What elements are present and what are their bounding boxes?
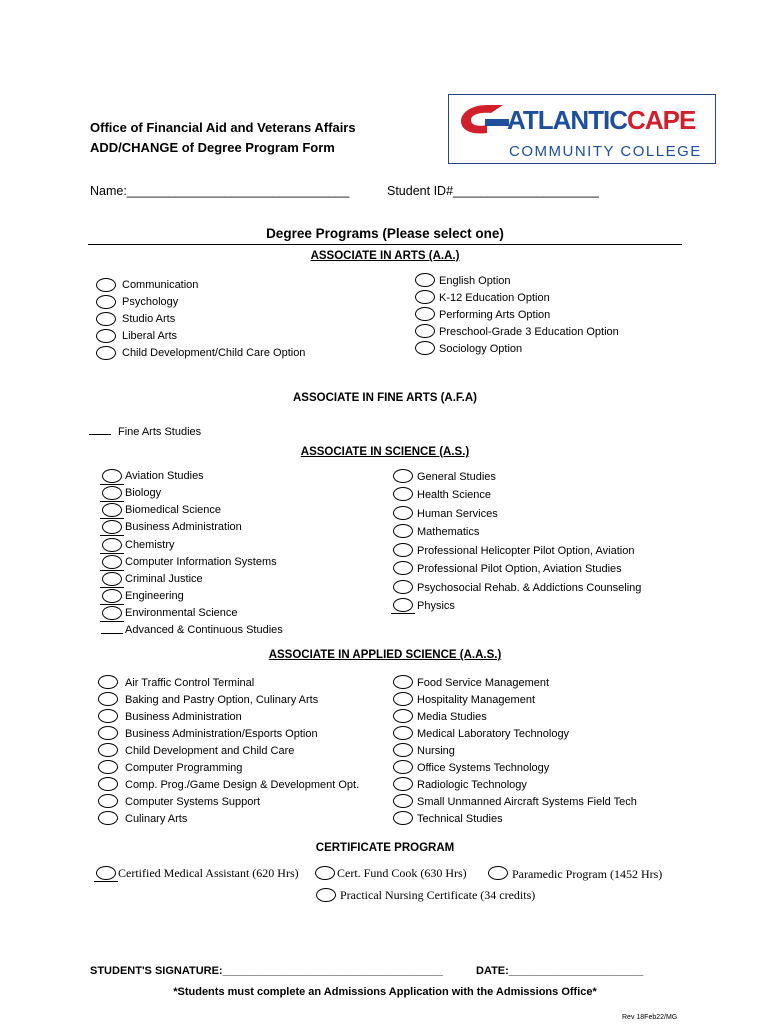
list-item: Environmental Science xyxy=(125,607,238,619)
checkbox-physics[interactable] xyxy=(393,598,413,612)
checkbox-mathematics[interactable] xyxy=(393,524,413,538)
checkbox-k12[interactable] xyxy=(415,290,435,304)
checkbox-english[interactable] xyxy=(415,273,435,287)
office-title: Office of Financial Aid and Veterans Affairs xyxy=(90,120,356,135)
checkbox-child-development[interactable] xyxy=(96,346,116,360)
aas-heading: ASSOCIATE IN APPLIED SCIENCE (A.A.S.) xyxy=(268,649,502,661)
logo-subtitle: COMMUNITY COLLEGE xyxy=(509,143,702,160)
list-item: Criminal Justice xyxy=(125,573,203,585)
as-heading: ASSOCIATE IN SCIENCE (A.S.) xyxy=(300,446,470,458)
cert-heading: CERTIFICATE PROGRAM xyxy=(315,842,455,854)
checkbox-preschool[interactable] xyxy=(415,324,435,338)
list-item: Computer Systems Support xyxy=(125,796,261,808)
list-item: Communication xyxy=(122,279,199,291)
checkbox-unmanned-aircraft[interactable] xyxy=(393,794,413,808)
checkbox-technical-studies[interactable] xyxy=(393,811,413,825)
title-divider xyxy=(88,244,682,245)
list-item: Hospitality Management xyxy=(417,694,536,706)
checkbox-advanced-studies[interactable] xyxy=(101,633,123,634)
checkbox-game-design[interactable] xyxy=(98,777,118,791)
checkbox-aas-business[interactable] xyxy=(98,709,118,723)
list-item: Psychology xyxy=(122,296,179,308)
checkbox-baking[interactable] xyxy=(98,692,118,706)
checkbox-esports[interactable] xyxy=(98,726,118,740)
checkbox-nursing[interactable] xyxy=(393,743,413,757)
checkbox-hospitality[interactable] xyxy=(393,692,413,706)
checkbox-biomedical[interactable] xyxy=(102,503,122,517)
list-item: Professional Pilot Option, Aviation Studies xyxy=(417,563,622,575)
list-item: Biology xyxy=(125,487,162,499)
list-item: English Option xyxy=(439,275,511,287)
checkbox-studio-arts[interactable] xyxy=(96,312,116,326)
list-item: Professional Helicopter Pilot Option, Aviation xyxy=(417,545,635,557)
list-item: Biomedical Science xyxy=(125,504,221,516)
checkbox-cis[interactable] xyxy=(102,555,122,569)
list-item: Advanced & Continuous Studies xyxy=(125,624,283,636)
afa-heading: ASSOCIATE IN FINE ARTS (A.F.A) xyxy=(293,392,477,404)
list-item: Business Administration xyxy=(125,521,242,533)
checkbox-environmental[interactable] xyxy=(102,606,122,620)
checkbox-psychology[interactable] xyxy=(96,295,116,309)
list-item: Practical Nursing Certificate (34 credits) xyxy=(340,888,536,902)
page-title: Degree Programs (Please select one) xyxy=(266,226,504,241)
list-item: Small Unmanned Aircraft Systems Field Tech xyxy=(417,796,637,808)
checkbox-radiologic[interactable] xyxy=(393,777,413,791)
list-item: Child Development/Child Care Option xyxy=(122,347,306,359)
checkbox-food-service[interactable] xyxy=(393,675,413,689)
list-item: Cert. Fund Cook (630 Hrs) xyxy=(337,866,467,880)
list-item: Food Service Management xyxy=(417,677,550,689)
list-item: Medical Laboratory Technology xyxy=(417,728,570,740)
admissions-note: *Students must complete an Admissions Application with the Admissions Office* xyxy=(173,986,597,998)
checkbox-computer-programming[interactable] xyxy=(98,760,118,774)
checkbox-medical-assistant[interactable] xyxy=(96,866,116,880)
list-item: Human Services xyxy=(417,508,498,520)
checkbox-aviation[interactable] xyxy=(102,469,122,483)
checkbox-med-lab[interactable] xyxy=(393,726,413,740)
checkbox-office-systems[interactable] xyxy=(393,760,413,774)
list-item: Business Administration xyxy=(125,711,242,723)
list-item: Chemistry xyxy=(125,539,175,551)
list-item: Mathematics xyxy=(417,526,480,538)
list-item: Aviation Studies xyxy=(125,470,204,482)
list-item: Computer Programming xyxy=(125,762,243,774)
list-item: Media Studies xyxy=(417,711,487,723)
list-item: Baking and Pastry Option, Culinary Arts xyxy=(125,694,319,706)
checkbox-criminal-justice[interactable] xyxy=(102,572,122,586)
checkbox-systems-support[interactable] xyxy=(98,794,118,808)
list-item: Office Systems Technology xyxy=(417,762,550,774)
list-item: Culinary Arts xyxy=(125,813,188,825)
list-item: Psychosocial Rehab. & Addictions Counseling xyxy=(417,582,642,594)
checkbox-health-science[interactable] xyxy=(393,487,413,501)
list-item: Preschool-Grade 3 Education Option xyxy=(439,326,619,338)
checkbox-communication[interactable] xyxy=(96,278,116,292)
list-item: Sociology Option xyxy=(439,343,523,355)
list-item: Paramedic Program (1452 Hrs) xyxy=(512,867,663,881)
list-item: Comp. Prog./Game Design & Development Opt. xyxy=(125,779,360,791)
list-item: Nursing xyxy=(417,745,455,757)
checkbox-sociology[interactable] xyxy=(415,341,435,355)
list-item: K-12 Education Option xyxy=(439,292,550,304)
checkbox-culinary[interactable] xyxy=(98,811,118,825)
list-item: Child Development and Child Care xyxy=(125,745,295,757)
checkbox-biology[interactable] xyxy=(102,486,122,500)
checkbox-psychosocial[interactable] xyxy=(393,580,413,594)
checkbox-media[interactable] xyxy=(393,709,413,723)
list-item: Certified Medical Assistant (620 Hrs) xyxy=(118,866,299,880)
logo-text-cape: CAPE xyxy=(627,105,696,135)
checkbox-fine-arts[interactable] xyxy=(89,434,111,435)
checkbox-child-care[interactable] xyxy=(98,743,118,757)
checkbox-liberal-arts[interactable] xyxy=(96,329,116,343)
checkbox-chemistry[interactable] xyxy=(102,538,122,552)
date-field[interactable]: DATE:______________________ xyxy=(476,965,644,977)
checkbox-performing-arts[interactable] xyxy=(415,307,435,321)
form-title: ADD/CHANGE of Degree Program Form xyxy=(90,140,335,155)
logo-text-atlantic: ATLANTIC xyxy=(507,105,628,135)
list-item: Studio Arts xyxy=(122,313,176,325)
list-item: Radiologic Technology xyxy=(417,779,527,791)
list-item: Technical Studies xyxy=(417,813,503,825)
list-item: Performing Arts Option xyxy=(439,309,551,321)
revision-label: Rev 18Feb22/MG xyxy=(622,1014,678,1021)
college-logo xyxy=(448,94,716,164)
student-id-field[interactable]: Student ID#_____________________ xyxy=(387,184,600,198)
list-item: Fine Arts Studies xyxy=(118,426,202,438)
name-field[interactable]: Name:________________________________ xyxy=(90,184,350,198)
list-item: Engineering xyxy=(125,590,184,602)
list-item: Liberal Arts xyxy=(122,330,178,342)
checkbox-air-traffic[interactable] xyxy=(98,675,118,689)
list-item: Business Administration/Esports Option xyxy=(125,728,318,740)
list-item: Physics xyxy=(417,600,455,612)
checkbox-practical-nursing[interactable] xyxy=(316,888,336,902)
checkbox-helicopter-pilot[interactable] xyxy=(393,543,413,557)
list-item: Health Science xyxy=(417,489,491,501)
signature-field[interactable]: STUDENT'S SIGNATURE:____________________________________ xyxy=(90,965,443,977)
list-item: General Studies xyxy=(417,471,496,483)
checkbox-engineering[interactable] xyxy=(102,589,122,603)
aa-heading: ASSOCIATE IN ARTS (A.A.) xyxy=(310,250,460,262)
checkbox-paramedic[interactable] xyxy=(488,866,508,880)
checkbox-fund-cook[interactable] xyxy=(315,866,335,880)
list-item: Computer Information Systems xyxy=(125,556,277,568)
logo-swoosh-icon xyxy=(457,99,513,139)
checkbox-human-services[interactable] xyxy=(393,506,413,520)
list-item: Air Traffic Control Terminal xyxy=(125,677,255,689)
checkbox-pilot[interactable] xyxy=(393,561,413,575)
checkbox-general-studies[interactable] xyxy=(393,469,413,483)
checkbox-business[interactable] xyxy=(102,520,122,534)
